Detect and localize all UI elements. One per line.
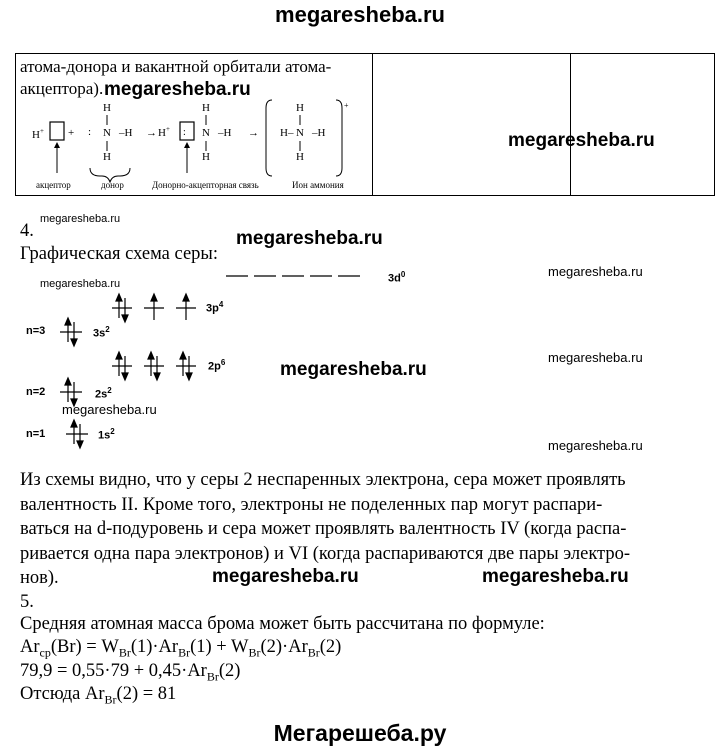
label-3d: $3d^0$ bbox=[388, 270, 406, 285]
q4-line-1: Из схемы видно, что у серы 2 неспаренных электрона, сера может проявлять bbox=[20, 470, 626, 490]
q4-line-2: валентность II. Кроме того, электроны не поделенных пар могут распари- bbox=[20, 494, 603, 515]
label-acceptor: акцептор bbox=[36, 180, 71, 190]
orbital-diagram bbox=[20, 262, 400, 452]
label-2p: $2p^6$ bbox=[208, 358, 226, 373]
label-n3: n=3 bbox=[26, 325, 46, 337]
table-divider-1 bbox=[372, 54, 373, 195]
label-2s: $2s^2$ bbox=[95, 386, 112, 401]
q5-formula-3: Отсюда $Ar_{Br}(2) = 81$ bbox=[20, 684, 177, 707]
watermark-bottom-right[interactable]: megaresheba.ru bbox=[482, 566, 629, 587]
svg-text:–H: –H bbox=[218, 127, 232, 139]
label-bond: Донорно-акцепторная связь bbox=[152, 180, 259, 190]
q4-heading: Графическая схема серы: bbox=[20, 244, 218, 264]
watermark-q4-small[interactable]: megaresheba.ru bbox=[40, 213, 121, 225]
svg-text:→: → bbox=[146, 127, 157, 139]
watermark-q4-mid[interactable]: megaresheba.ru bbox=[236, 228, 383, 249]
table-divider-2 bbox=[570, 54, 571, 195]
label-ion: Ион аммония bbox=[292, 180, 344, 190]
q4-line-5: нов). bbox=[20, 568, 59, 588]
watermark-bottom-mid[interactable]: megaresheba.ru bbox=[212, 566, 359, 587]
watermark-left2[interactable]: megaresheba.ru bbox=[62, 402, 157, 417]
label-3s: $3s^2$ bbox=[93, 325, 110, 340]
table-watermark-mid[interactable]: megaresheba.ru bbox=[104, 79, 251, 100]
q4-line-3: ваться на d-подуровень и сера может проявлять валентность IV (когда распа- bbox=[20, 519, 627, 539]
label-donor: донор bbox=[101, 180, 124, 190]
h-plus-label: H+ bbox=[32, 127, 44, 141]
svg-text:–H: –H bbox=[312, 127, 326, 139]
label-n1: n=1 bbox=[26, 428, 46, 440]
header-watermark[interactable]: megaresheba.ru bbox=[275, 2, 445, 27]
table-watermark-right[interactable]: megaresheba.ru bbox=[508, 130, 655, 151]
label-n2: n=2 bbox=[26, 386, 46, 398]
svg-text:N: N bbox=[103, 127, 111, 139]
svg-text:H: H bbox=[103, 102, 111, 114]
svg-text::: : bbox=[88, 126, 92, 138]
q5-formula-1: $Ar_{ср}(Br) = W_{Br}(1)\cdot Ar_{Br}(1) + W_{Br}(2)\cdot Ar_{Br}(2)$ bbox=[20, 637, 342, 660]
svg-text:N: N bbox=[202, 127, 210, 139]
q4-number: 4. bbox=[20, 221, 34, 241]
watermark-r3[interactable]: megaresheba.ru bbox=[548, 438, 643, 453]
q4-line-4: ривается одна пара электронов) и VI (когда распариваются две пары электро- bbox=[20, 543, 631, 564]
watermark-r2[interactable]: megaresheba.ru bbox=[548, 350, 643, 365]
svg-text:H: H bbox=[296, 151, 304, 163]
watermark-q4-mid2[interactable]: megaresheba.ru bbox=[280, 359, 427, 380]
footer-watermark[interactable]: Мегарешеба.ру bbox=[273, 720, 447, 746]
svg-text:H: H bbox=[202, 151, 210, 163]
q5-intro: Средняя атомная масса брома может быть рассчитана по формуле: bbox=[20, 614, 545, 634]
label-3p: $3p^4$ bbox=[206, 300, 224, 315]
table-text-line2: акцептора). bbox=[20, 79, 104, 98]
vacant-orbital bbox=[50, 122, 64, 140]
watermark-r1[interactable]: megaresheba.ru bbox=[548, 264, 643, 279]
table-text-line1: атома-донора и вакантной орбитали атома- bbox=[20, 57, 332, 76]
watermark-left1[interactable]: megaresheba.ru bbox=[40, 278, 121, 290]
svg-text:+: + bbox=[68, 127, 75, 139]
svg-text:→: → bbox=[248, 127, 259, 139]
svg-text:H+: H+ bbox=[158, 125, 170, 139]
svg-text:N: N bbox=[296, 127, 304, 139]
svg-text:–H: –H bbox=[119, 127, 133, 139]
q5-number: 5. bbox=[20, 592, 34, 612]
svg-text:H: H bbox=[296, 102, 304, 114]
q5-formula-2: $79,9 = 0,55\cdot 79 + 0,45\cdot Ar_{Br}(2)$ bbox=[20, 661, 241, 684]
svg-text:+: + bbox=[344, 101, 349, 110]
svg-text:H–: H– bbox=[280, 127, 294, 139]
svg-text:H: H bbox=[202, 102, 210, 114]
svg-text:H: H bbox=[103, 151, 111, 163]
label-1s: $1s^2$ bbox=[98, 427, 115, 442]
svg-text::: : bbox=[183, 127, 186, 138]
